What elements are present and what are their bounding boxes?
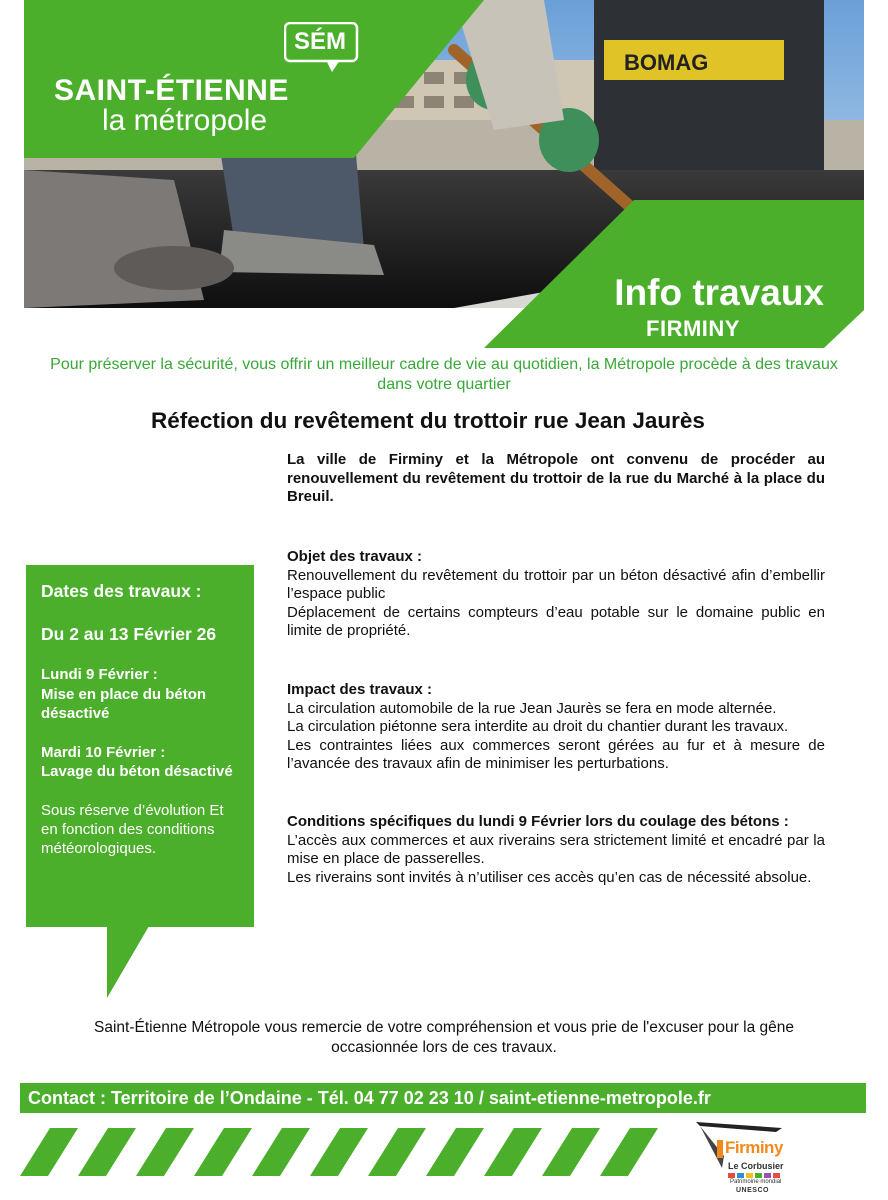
- section-objet: [287, 548, 825, 641]
- dates-title: Dates des travaux :: [41, 581, 202, 601]
- info-travaux-title: Info travaux: [614, 272, 824, 313]
- firminy-corbusier-logo: [692, 1118, 790, 1198]
- section-impact-heading: Impact des travaux :: [287, 681, 433, 698]
- date-item-day: Mardi 10 Février :: [41, 743, 166, 761]
- section-conditions-line: L’accès aux commerces et aux riverains sera strictement limité et encadré par la mise en place de passerelles.: [287, 831, 825, 867]
- date-item-task: Mise en place du béton désactivé: [41, 685, 207, 722]
- date-item-task: Lavage du béton désactivé: [41, 763, 233, 780]
- section-impact-line: La circulation automobile de la rue Jean Jaurès se fera en mode alternée.: [287, 699, 777, 717]
- logo-subtitle: la métropole: [102, 104, 268, 137]
- callout-tail: [107, 926, 149, 998]
- section-objet-heading: Objet des travaux :: [287, 548, 423, 565]
- date-item-day: Lundi 9 Février :: [41, 666, 158, 683]
- thanks-text: Saint-Étienne Métropole vous remercie de votre compréhension et vous prie de l'excuser pour la gêne occasionnée lors de ces travaux.: [94, 1019, 794, 1056]
- section-conditions: [287, 813, 825, 887]
- sem-badge-text: SÉM: [293, 28, 346, 55]
- partner-city: Firminy: [725, 1138, 783, 1157]
- contact-bar: Contact : Territoire de l’Ondaine - Tél. 04 77 02 23 10 / saint-etienne-metropole.fr: [20, 1083, 866, 1113]
- page-title: Réfection du revêtement du trottoir rue Jean Jaurès: [151, 408, 705, 433]
- info-travaux-city: FIRMINY: [646, 316, 740, 341]
- date-item: [41, 743, 242, 782]
- dates-callout: [26, 565, 254, 927]
- section-objet-line: Déplacement de certains compteurs d’eau potable sur le domaine public en limite de propriété.: [287, 603, 825, 639]
- info-travaux-panel: [484, 200, 864, 348]
- lead-paragraph: La ville de Firminy et la Métropole ont convenu de procéder au renouvellement du revêtement du trottoir de la rue du Marché à la place du Breuil.: [287, 451, 825, 505]
- hazard-stripes: [20, 1128, 680, 1176]
- sem-badge: [284, 22, 360, 72]
- section-impact: [287, 681, 825, 774]
- section-impact-line: Les contraintes liées aux commerces seront gérées au fur et à mesure de l’avancée des travaux afin de minimiser les perturbations.: [287, 736, 825, 772]
- partner-unesco: UNESCO: [736, 1187, 769, 1194]
- section-objet-line: Renouvellement du revêtement du trottoir par un béton désactivé afin d’embellir l’espace public: [287, 566, 825, 602]
- dates-range: Du 2 au 13 Février 26: [41, 624, 217, 644]
- partner-patrimoine: Patrimoine mondial: [730, 1179, 782, 1185]
- bomag-sign: BOMAG: [624, 50, 709, 75]
- hero-banner: [24, 0, 864, 348]
- section-impact-line: La circulation piétonne sera interdite au droit du chantier durant les travaux.: [287, 718, 789, 735]
- metropole-logo-panel: [24, 0, 484, 158]
- intro-text: Pour préserver la sécurité, vous offrir un meilleur cadre de vie au quotidien, la Métropole procède à des travaux dans votre quartier: [50, 356, 838, 393]
- dates-note: Sous réserve d’évolution Et en fonction des conditions météorologiques.: [41, 801, 224, 857]
- section-conditions-heading: Conditions spécifiques du lundi 9 Février lors du coulage des bétons :: [287, 813, 789, 830]
- section-conditions-line: Les riverains sont invités à n’utiliser ces accès qu’en cas de nécessité absolue.: [287, 868, 812, 886]
- date-item: [41, 665, 242, 724]
- partner-corbusier: Le Corbusier: [728, 1161, 784, 1171]
- logo-city-name: SAINT-ÉTIENNE: [54, 74, 289, 107]
